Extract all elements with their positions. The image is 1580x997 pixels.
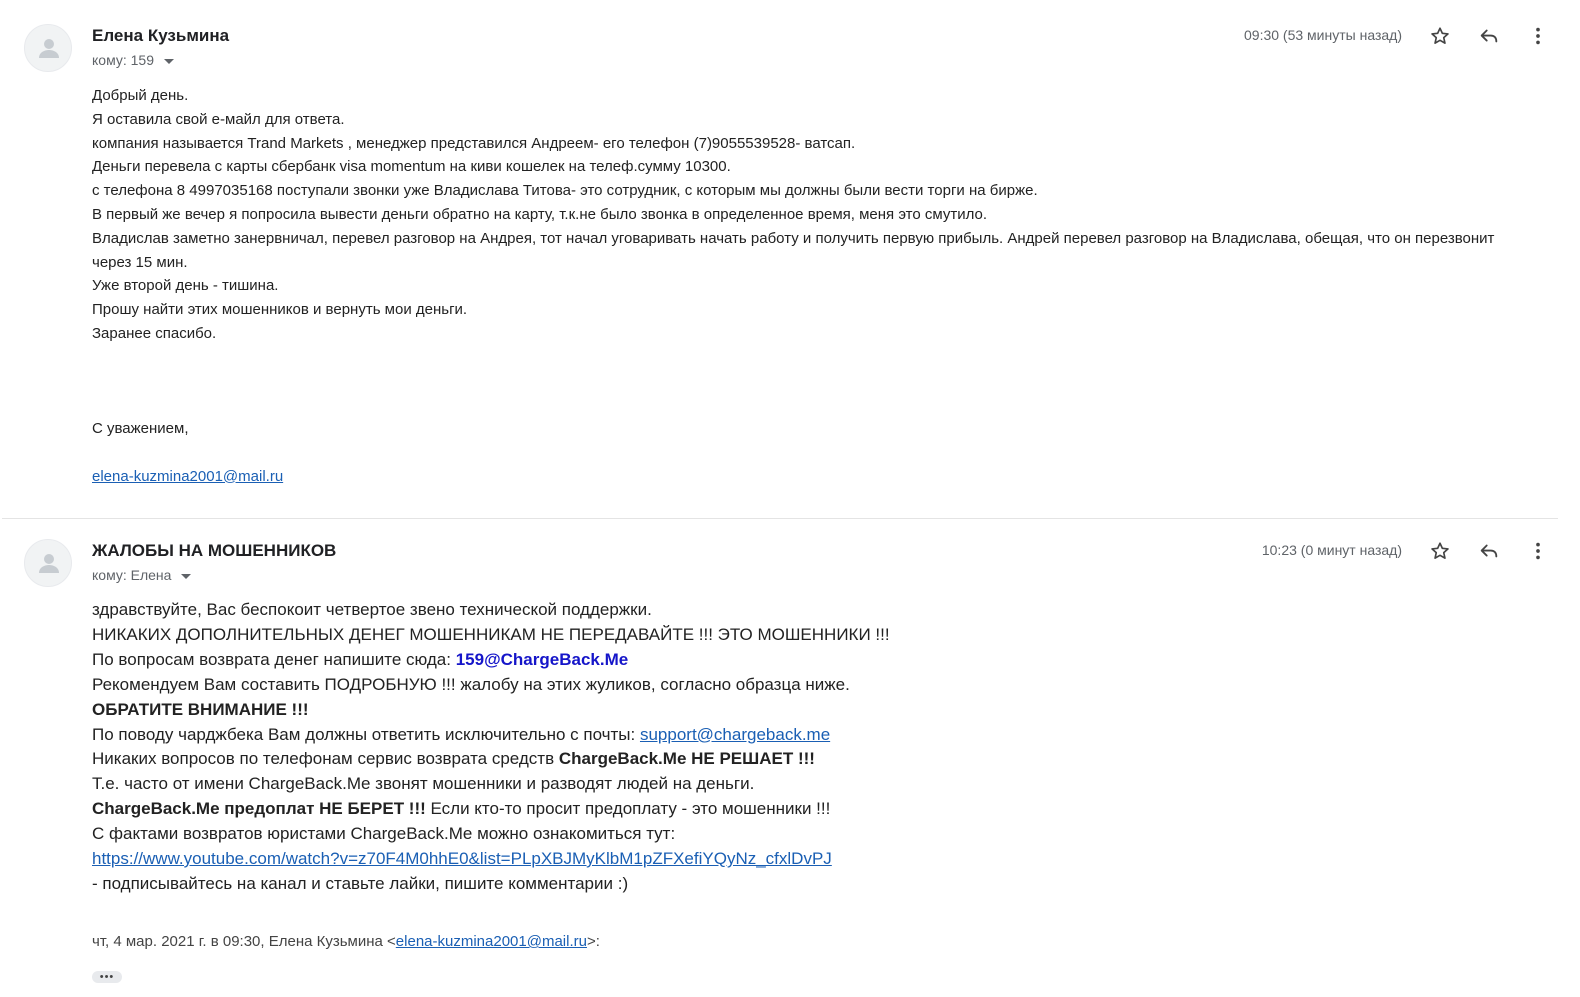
quoted-header	[92, 933, 600, 950]
star-button[interactable]	[1427, 538, 1453, 564]
body-line: Владислав заметно занервничал, перевел разговор на Андрея, тот начал уговаривать начать работу и получить первую прибыль. Андрей перевел разговор на Владислава, обещая, что он перезвонит через 15 мин.	[92, 229, 1495, 271]
body-line	[92, 847, 1532, 872]
body-bold-text: ChargeBack.Me НЕ РЕШАЕТ !!!	[558, 749, 815, 769]
body-line	[92, 723, 1532, 748]
reply-icon	[1478, 25, 1500, 47]
body-text: Если кто-то просит предоплату - это мошенники !!!	[425, 799, 831, 819]
recipient-label: кому: 159	[92, 52, 154, 68]
person-icon	[25, 25, 72, 72]
body-line: Заранее спасибо.	[92, 324, 217, 342]
recipient-label: кому: Елена	[92, 567, 172, 583]
star-button[interactable]	[1427, 23, 1453, 49]
recipient-details[interactable]	[92, 52, 174, 68]
body-text: Никаких вопросов по телефонам сервис возврата средств	[92, 749, 559, 769]
more-vert-icon	[1527, 25, 1549, 47]
sender-avatar[interactable]	[24, 24, 72, 72]
closing-line: С уважением,	[92, 419, 189, 437]
recipient-details[interactable]	[92, 567, 191, 583]
quote-text: >:	[586, 933, 600, 950]
body-text: По поводу чарджбека Вам должны ответить исключительно с почты:	[92, 724, 640, 744]
support-email-link[interactable]: support@chargeback.me	[639, 724, 831, 744]
more-options-button[interactable]	[1525, 538, 1551, 564]
message-divider	[2, 518, 1558, 519]
body-bold-text: ChargeBack.Me предоплат НЕ БЕРЕТ !!!	[92, 799, 426, 819]
more-options-button[interactable]	[1525, 23, 1551, 49]
body-line: НИКАКИХ ДОПОЛНИТЕЛЬНЫХ ДЕНЕГ МОШЕННИКАМ НЕ ПЕРЕДАВАЙТЕ !!! ЭТО МОШЕННИКИ !!!	[92, 624, 890, 644]
body-line: В первый же вечер я попросила вывести деньги обратно на карту, т.к.не было звонка в определенное время, меня это смутило.	[92, 205, 988, 223]
body-line: Добрый день.	[92, 87, 189, 104]
reply-button[interactable]	[1476, 23, 1502, 49]
body-text: По вопросам возврата денег напишите сюда:	[92, 649, 456, 669]
message-timestamp: 09:30 (53 минуты назад)	[1244, 27, 1402, 43]
show-trimmed-content-button[interactable]: •••	[92, 971, 122, 983]
signature-email-link[interactable]: elena-kuzmina2001@mail.ru	[92, 467, 284, 485]
body-line: компания называется Trand Markets , менеджер представился Андреем- его телефон (7)9055539528- ватсап.	[92, 134, 856, 152]
body-line: здравствуйте, Вас беспокоит четвертое звено технической поддержки.	[92, 600, 652, 619]
body-line	[92, 648, 1532, 673]
body-line: с телефона 8 4997035168 поступали звонки уже Владислава Титова- это сотрудник, с которым мы должны были вести торги на бирже.	[92, 182, 1038, 200]
body-line	[92, 747, 1532, 772]
body-line: Уже второй день - тишина.	[92, 277, 279, 295]
body-line: Т.е. часто от имени ChargeBack.Me звонят мошенники и разводят людей на деньги.	[92, 774, 755, 794]
message-body	[92, 84, 1532, 488]
body-line	[92, 698, 1532, 723]
sender-avatar[interactable]	[24, 539, 72, 587]
body-line: Прошу найти этих мошенников и вернуть мои деньги.	[92, 301, 468, 319]
reply-icon	[1478, 540, 1500, 562]
star-icon	[1429, 25, 1451, 47]
body-line: Рекомендуем Вам составить ПОДРОБНУЮ !!! жалобу на этих жуликов, согласно образца ниже.	[92, 674, 850, 694]
quote-text: чт, 4 мар. 2021 г. в 09:30, Елена Кузьмина <	[92, 933, 396, 950]
youtube-link[interactable]: https://www.youtube.com/watch?v=z70F4M0hhE0&list=PLpXBJMyKlbM1pZFXefiYQyNz_cfxlDvPJ	[92, 849, 832, 869]
more-vert-icon	[1527, 540, 1549, 562]
refund-email: 159@ChargeBack.Me	[455, 649, 629, 669]
body-line	[92, 797, 1532, 822]
attention-heading: ОБРАТИТЕ ВНИМАНИЕ !!!	[92, 699, 309, 719]
star-icon	[1429, 540, 1451, 562]
body-line: Деньги перевела с карты сбербанк visa momentum на киви кошелек на телеф.сумму 10300.	[92, 158, 731, 176]
sender-name: ЖАЛОБЫ НА МОШЕННИКОВ	[92, 541, 337, 560]
body-line: С фактами возвратов юристами ChargeBack.Me можно ознакомиться тут:	[92, 824, 676, 844]
message-body	[92, 598, 1532, 897]
body-line: Я оставила свой е-майл для ответа.	[92, 110, 345, 128]
sender-name: Елена Кузьмина	[92, 26, 230, 45]
chevron-down-icon[interactable]	[164, 59, 174, 64]
chevron-down-icon[interactable]	[181, 574, 191, 579]
body-line: - подписывайтесь на канал и ставьте лайки, пишите комментарии :)	[92, 873, 629, 893]
reply-button[interactable]	[1476, 538, 1502, 564]
message-timestamp: 10:23 (0 минут назад)	[1261, 542, 1402, 558]
person-icon	[25, 540, 72, 587]
message-2	[0, 520, 1580, 997]
quoted-email-link[interactable]: elena-kuzmina2001@mail.ru	[395, 933, 587, 950]
